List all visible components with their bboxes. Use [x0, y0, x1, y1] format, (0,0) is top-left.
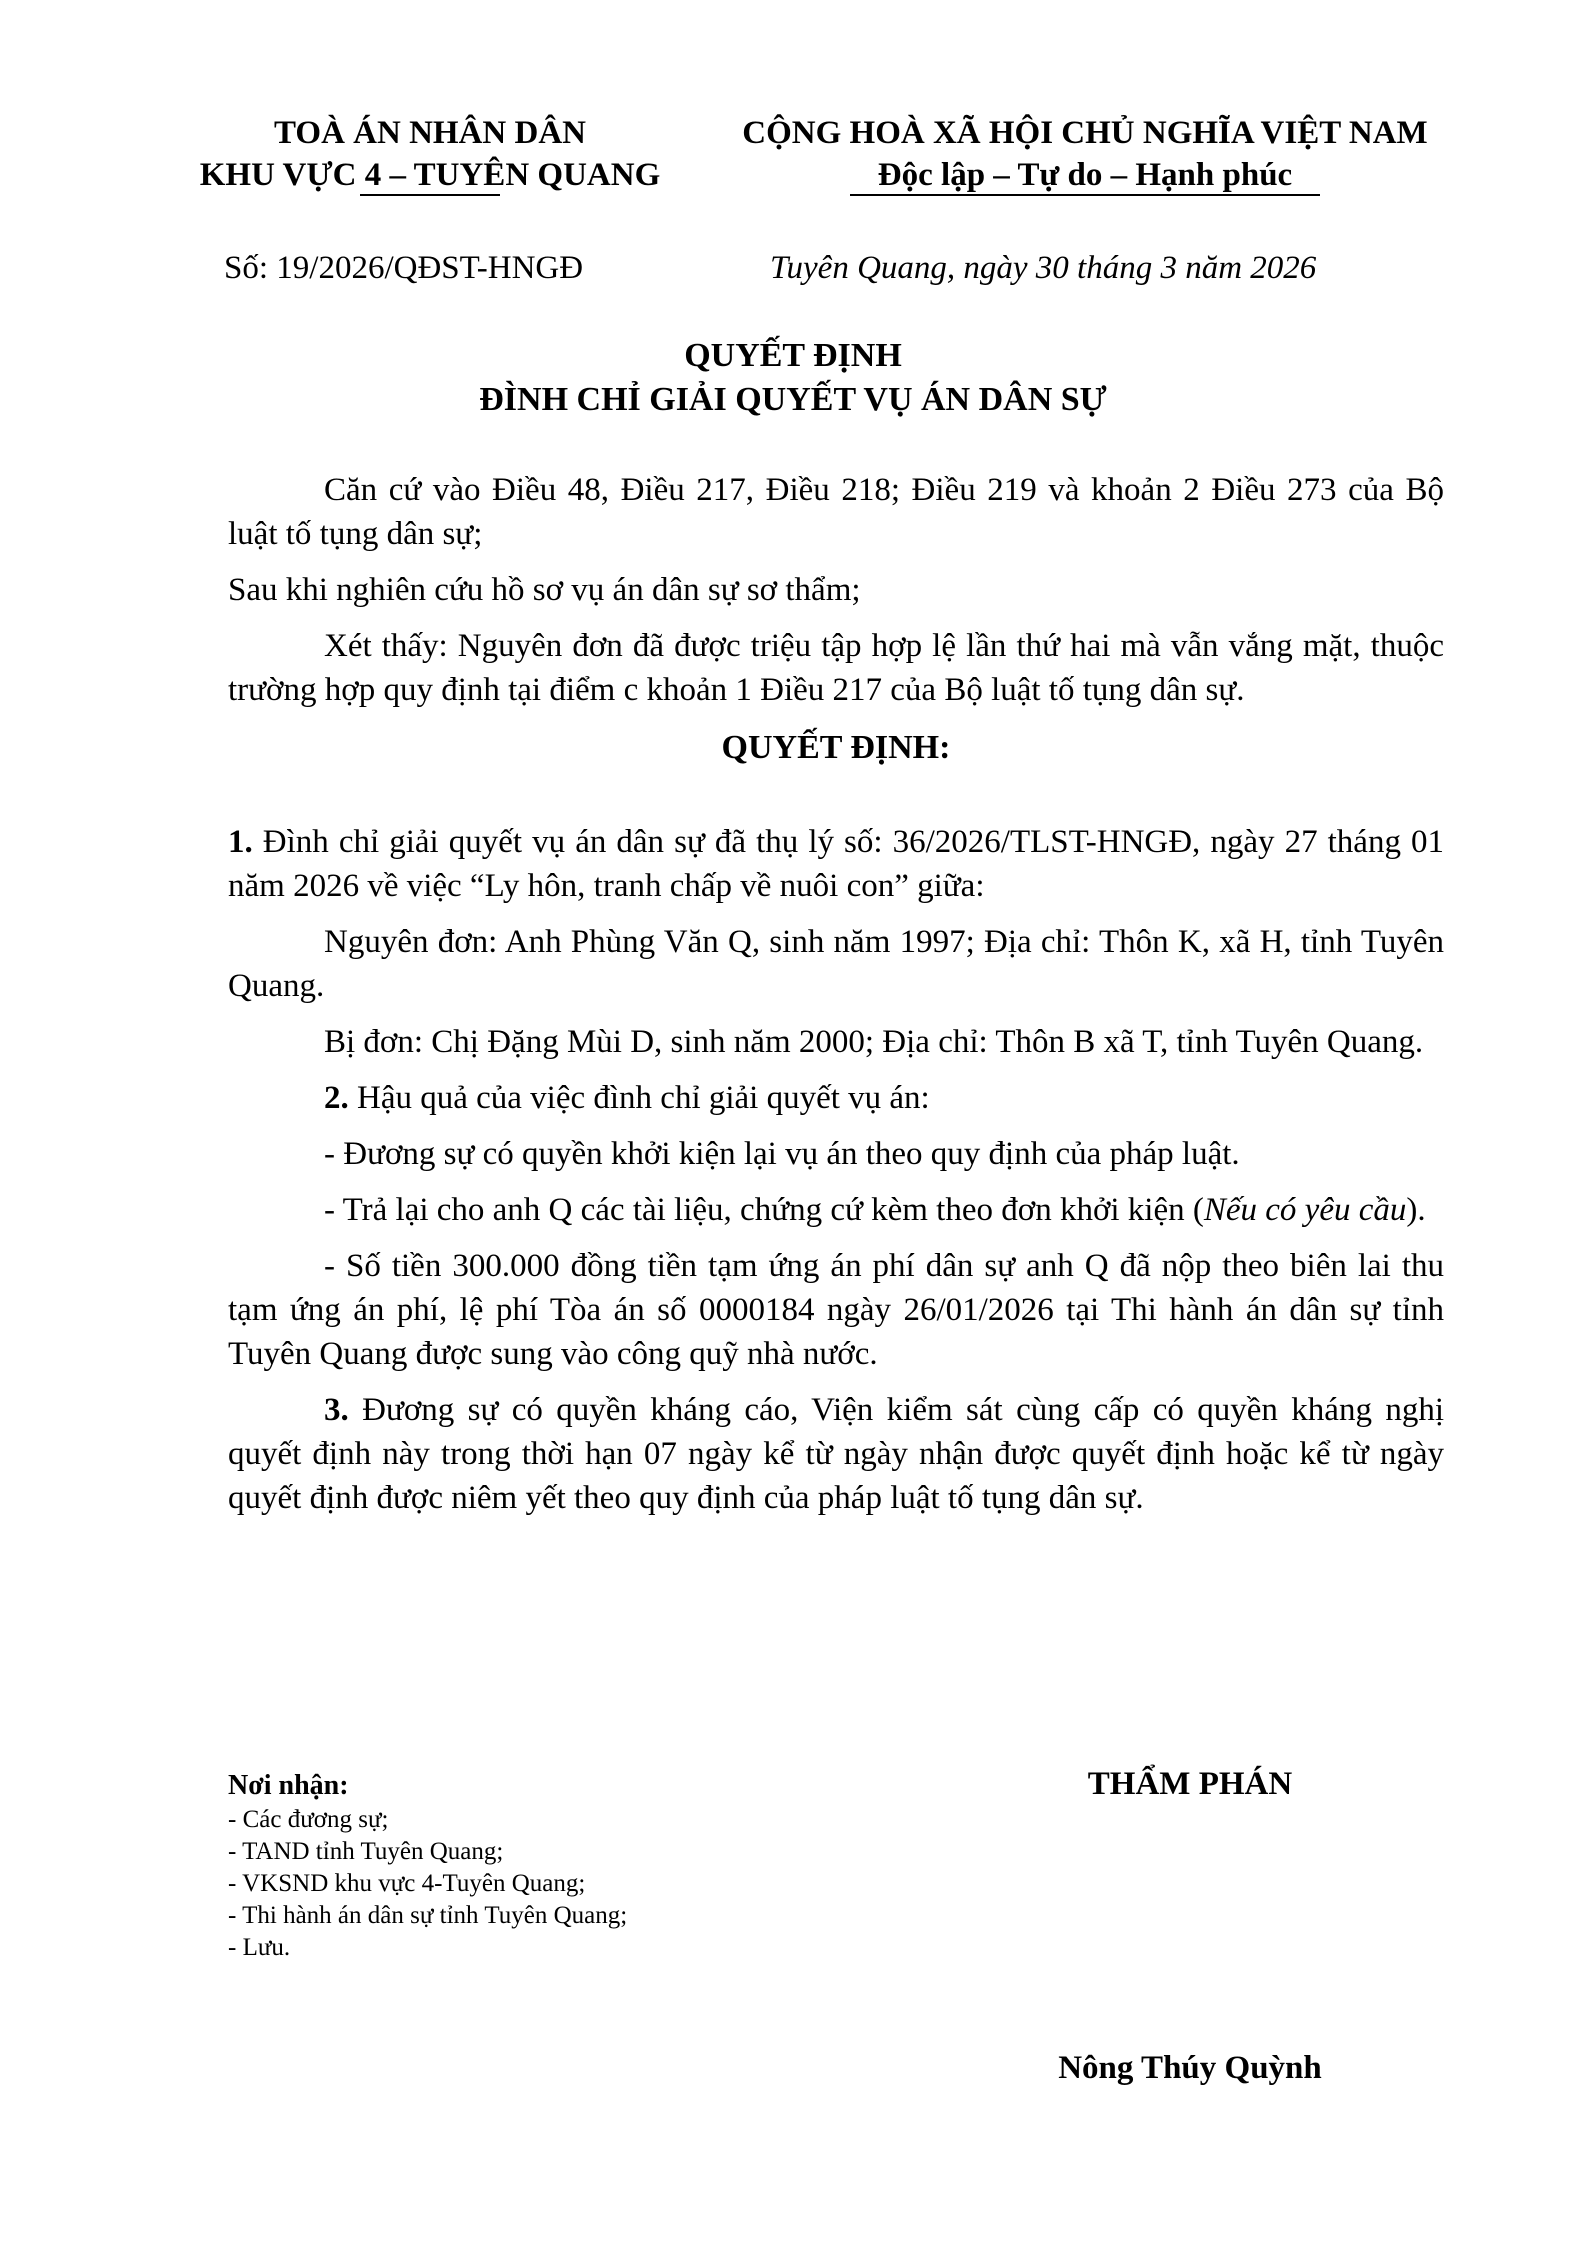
consequence-2: [228, 1188, 1444, 1232]
item-1-text: Đình chỉ giải quyết vụ án dân sự đã thụ lý số: 36/2026/TLST-HNGĐ, ngày 27 tháng 01 năm 2026 về việc “Ly hôn, tranh chấp về nuôi con” giữa:: [228, 824, 1444, 904]
title-line-1: QUYẾT ĐỊNH: [684, 337, 902, 374]
recipient-item: - TAND tỉnh Tuyên Quang;: [228, 1838, 504, 1865]
decision-heading: QUYẾT ĐỊNH:: [721, 729, 951, 766]
decision-item-1: [228, 820, 1444, 908]
consequence-1: - Đương sự có quyền khởi kiện lại vụ án theo quy định của pháp luật.: [324, 1136, 1240, 1172]
document-date: Tuyên Quang, ngày 30 tháng 3 năm 2026: [770, 250, 1317, 286]
recipient-item: - Các đương sự;: [228, 1806, 389, 1833]
signer-name: Nông Thúy Quỳnh: [1058, 2050, 1322, 2086]
nation-motto: Độc lập – Tự do – Hạnh phúc: [877, 157, 1293, 193]
plaintiff-info: Nguyên đơn: Anh Phùng Văn Q, sinh năm 1997; Địa chỉ: Thôn K, xã H, tỉnh Tuyên Quang.: [228, 924, 1444, 1004]
consequence-2-end: ).: [1406, 1192, 1426, 1228]
item-1-number: 1.: [228, 824, 253, 860]
national-header: [700, 112, 1470, 196]
legal-basis: Căn cứ vào Điều 48, Điều 217, Điều 218; Điều 219 và khoản 2 Điều 273 của Bộ luật tố tụng dân sự;: [228, 472, 1444, 552]
recipient-item: - Thi hành án dân sự tỉnh Tuyên Quang;: [228, 1902, 628, 1929]
decision-item-2: [228, 1076, 1444, 1120]
considering-statement: Xét thấy: Nguyên đơn đã được triệu tập hợp lệ lần thứ hai mà vẫn vắng mặt, thuộc trường hợp quy định tại điểm c khoản 1 Điều 217 của Bộ luật tố tụng dân sự.: [228, 628, 1444, 708]
court-region: KHU VỰC 4 – TUYÊN QUANG: [199, 157, 661, 193]
recipient-item: - Lưu.: [228, 1934, 291, 1961]
document-number: Số: 19/2026/QĐST-HNGĐ: [224, 250, 584, 286]
recipients-block: [228, 1770, 848, 1964]
document-title: [0, 334, 1586, 422]
recipient-item: - VKSND khu vực 4-Tuyên Quang;: [228, 1870, 586, 1897]
item-2-number: 2.: [324, 1080, 349, 1116]
review-statement: Sau khi nghiên cứu hồ sơ vụ án dân sự sơ thẩm;: [228, 572, 861, 608]
consequence-2-text: - Trả lại cho anh Q các tài liệu, chứng cứ kèm theo đơn khởi kiện (: [324, 1192, 1204, 1228]
item-2-text: Hậu quả của việc đình chỉ giải quyết vụ án:: [348, 1080, 930, 1116]
defendant-info: Bị đơn: Chị Đặng Mùi D, sinh năm 2000; Địa chỉ: Thôn B xã T, tỉnh Tuyên Quang.: [324, 1024, 1424, 1060]
recipients-title: Nơi nhận:: [228, 1770, 349, 1801]
item-3-number: 3.: [324, 1392, 349, 1428]
item-3-text: Đương sự có quyền kháng cáo, Viện kiểm sát cùng cấp có quyền kháng nghị quyết định này trong thời hạn 07 ngày kể từ ngày nhận được quyết định hoặc kể từ ngày quyết định được niêm yết theo quy định của pháp luật tố tụng dân sự.: [228, 1392, 1444, 1516]
decision-item-3: [228, 1388, 1444, 1520]
document-body: [228, 468, 1444, 1532]
court-header: [170, 112, 690, 196]
consequence-3: - Số tiền 300.000 đồng tiền tạm ứng án phí dân sự anh Q đã nộp theo biên lai thu tạm ứng án phí, lệ phí Tòa án số 0000184 ngày 26/01/2026 tại Thi hành án dân sự tỉnh Tuyên Quang được sung vào công quỹ nhà nước.: [228, 1248, 1444, 1372]
title-line-2: ĐÌNH CHỈ GIẢI QUYẾT VỤ ÁN DÂN SỰ: [479, 381, 1107, 418]
signer-role: THẨM PHÁN: [1087, 1766, 1293, 1802]
court-name: TOÀ ÁN NHÂN DÂN: [274, 115, 586, 151]
consequence-2-italic: Nếu có yêu cầu: [1203, 1192, 1407, 1228]
nation-name: CỘNG HOÀ XÃ HỘI CHỦ NGHĨA VIỆT NAM: [742, 115, 1428, 151]
